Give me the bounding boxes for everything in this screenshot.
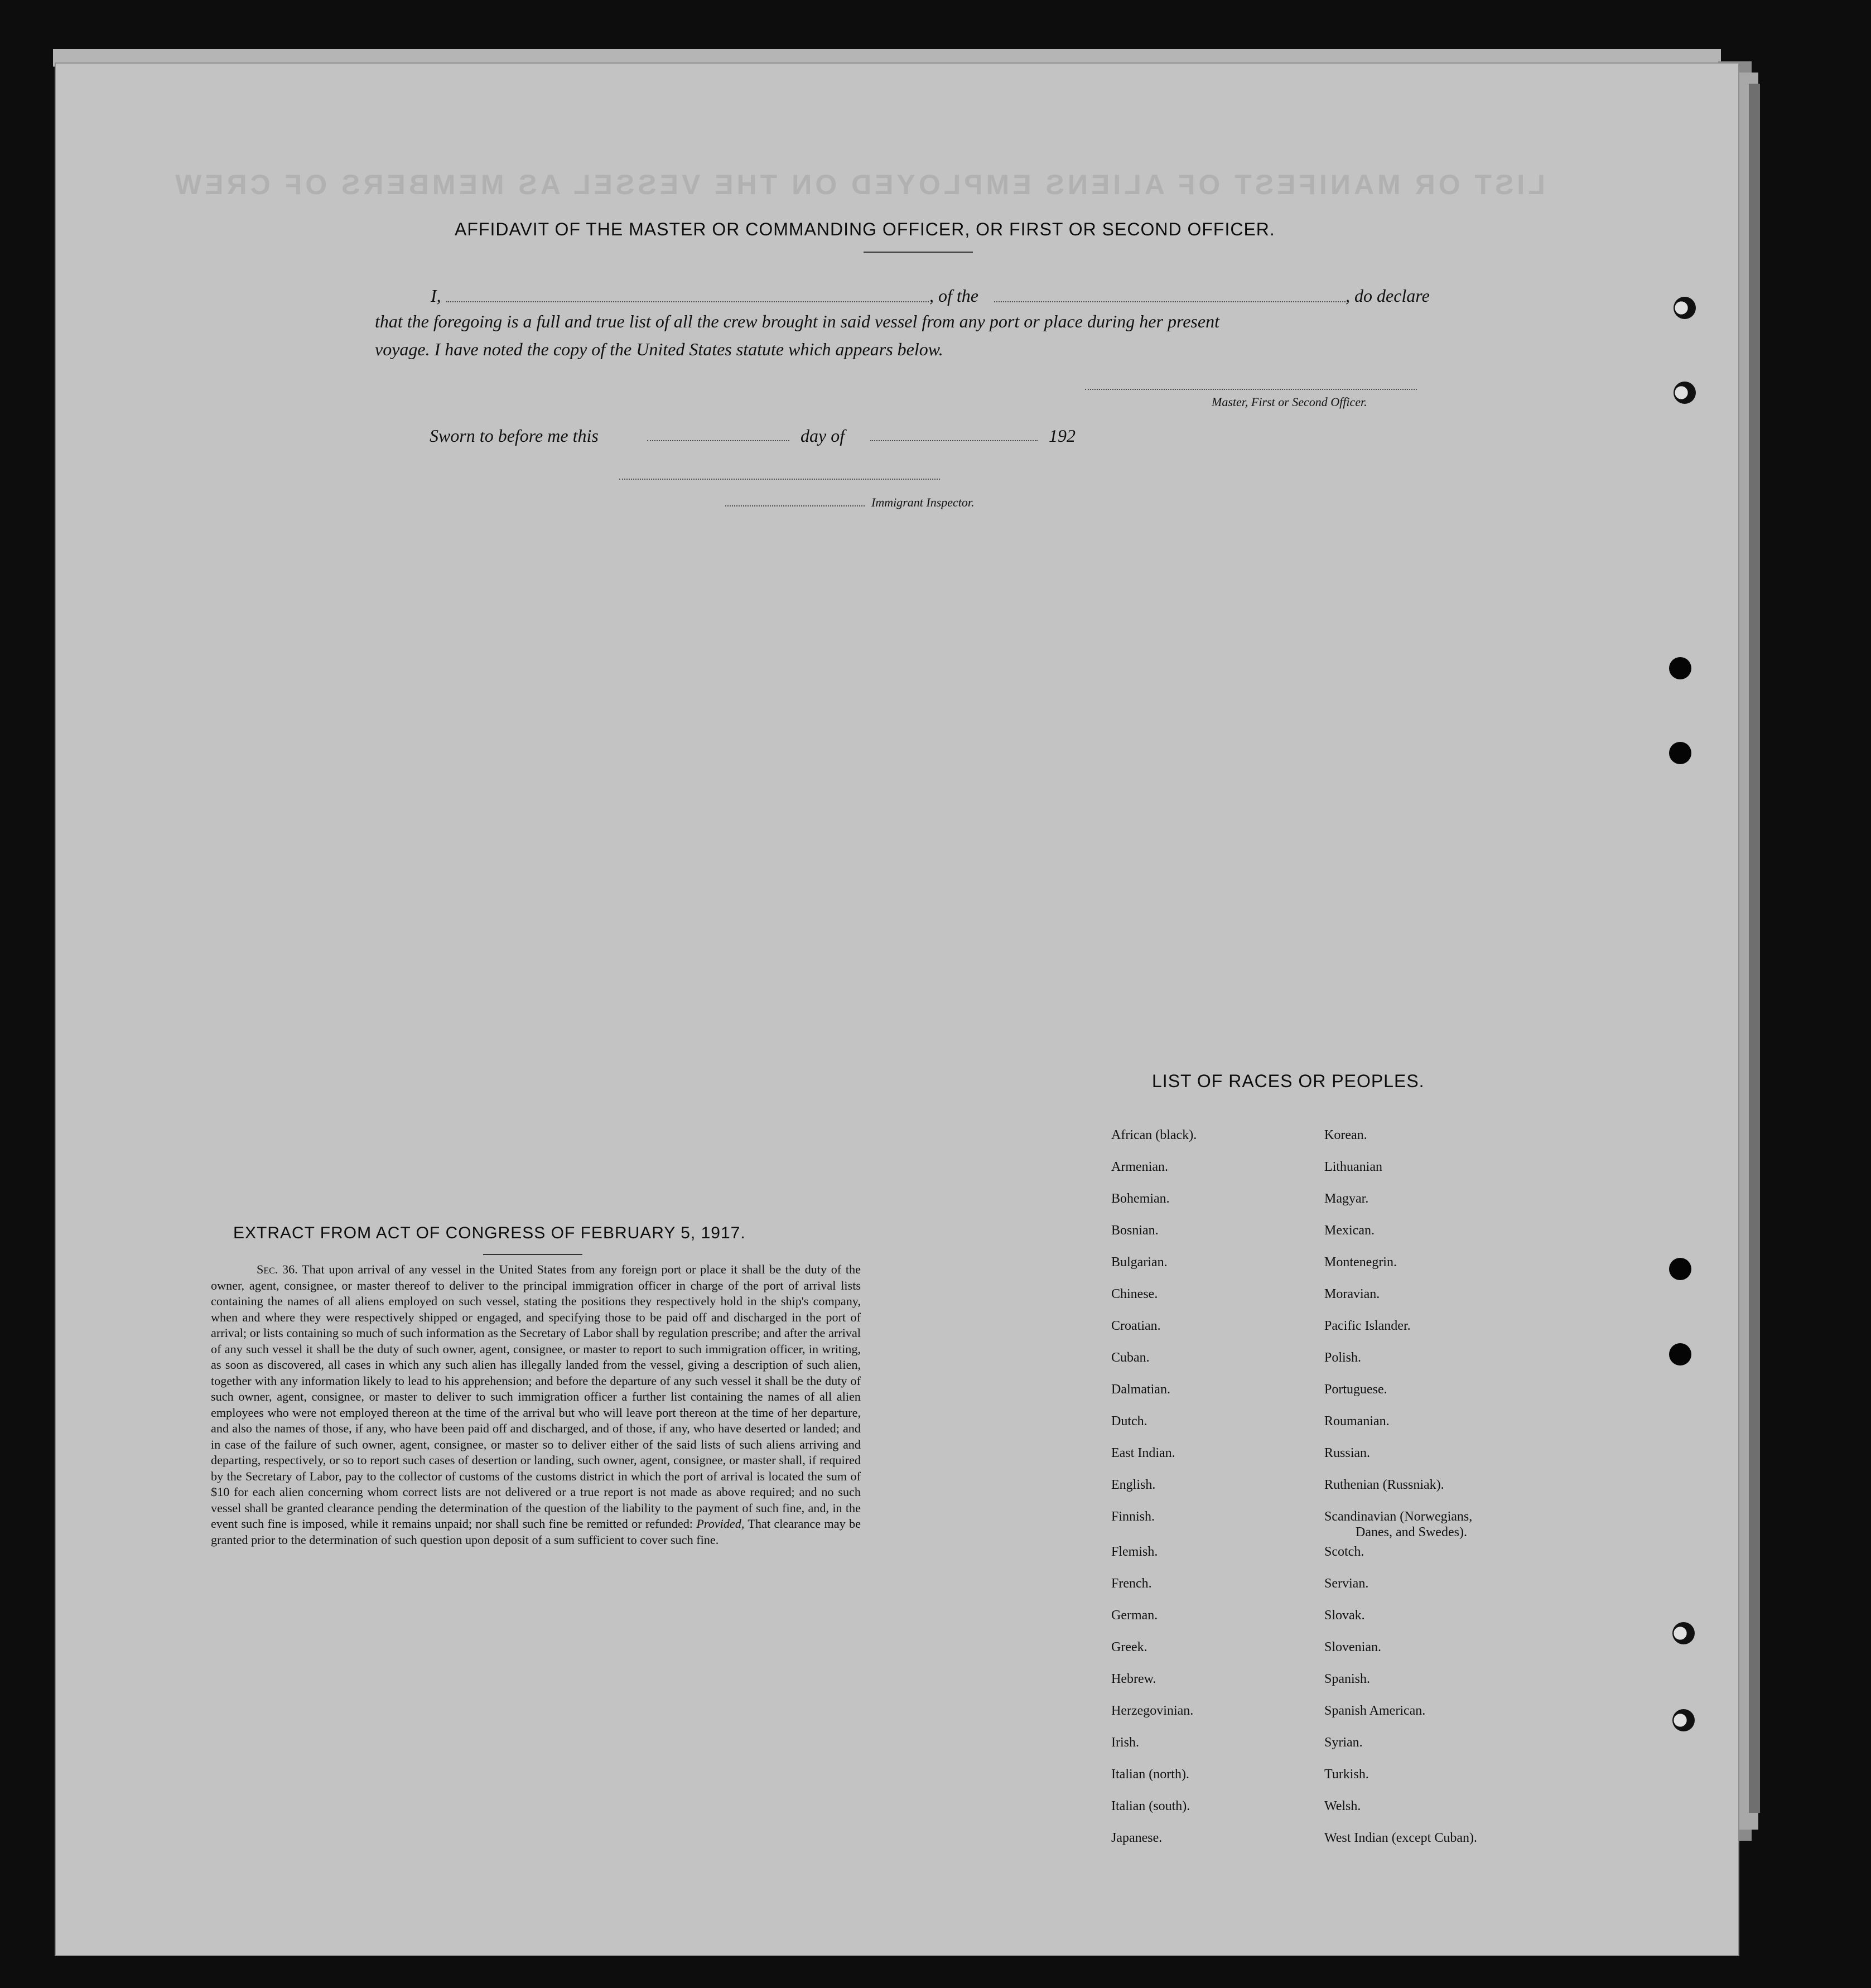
- race-item: Japanese.: [1111, 1831, 1163, 1845]
- race-item: Mexican.: [1324, 1223, 1375, 1238]
- race-item: Italian (south).: [1111, 1799, 1190, 1813]
- seal-line: [619, 479, 940, 480]
- punch-hole: [1669, 657, 1691, 679]
- affidavit-declare: , do declare: [1346, 286, 1430, 306]
- day-blank[interactable]: [647, 440, 789, 441]
- race-item: Bosnian.: [1111, 1223, 1159, 1238]
- race-item: English.: [1111, 1478, 1156, 1492]
- race-item: Greek.: [1111, 1640, 1147, 1654]
- race-item: Servian.: [1324, 1576, 1369, 1591]
- race-item: Slovenian.: [1324, 1640, 1381, 1654]
- race-item-continuation: Danes, and Swedes).: [1356, 1525, 1467, 1540]
- affidavit-line-2: that the foregoing is a full and true list of all the crew brought in said vessel from any port or place during her present: [375, 311, 1219, 331]
- affidavit-title: AFFIDAVIT OF THE MASTER OR COMMANDING OFFICER, OR FIRST OR SECOND OFFICER.: [455, 219, 1275, 239]
- race-item: Polish.: [1324, 1350, 1362, 1365]
- race-item: Welsh.: [1324, 1799, 1361, 1813]
- race-item: Herzegovinian.: [1111, 1704, 1194, 1718]
- race-item: Cuban.: [1111, 1350, 1150, 1365]
- affidavit-i: I,: [431, 286, 441, 306]
- race-item: Italian (north).: [1111, 1767, 1189, 1782]
- vessel-blank[interactable]: [994, 301, 1346, 302]
- race-item: Scotch.: [1324, 1545, 1364, 1559]
- race-item: Syrian.: [1324, 1735, 1363, 1750]
- race-item: Chinese.: [1111, 1287, 1158, 1301]
- race-item: Moravian.: [1324, 1287, 1380, 1301]
- section-number: Sec. 36.: [257, 1262, 298, 1276]
- race-item: German.: [1111, 1608, 1158, 1623]
- race-item: Ruthenian (Russniak).: [1324, 1478, 1444, 1492]
- punch-hole: [1672, 1622, 1695, 1644]
- race-item: Dalmatian.: [1111, 1382, 1170, 1397]
- race-item: Magyar.: [1324, 1191, 1369, 1206]
- race-item: Portuguese.: [1324, 1382, 1387, 1397]
- race-item: Croatian.: [1111, 1319, 1161, 1333]
- race-item: Roumanian.: [1324, 1414, 1390, 1429]
- race-item: Spanish.: [1324, 1672, 1371, 1686]
- race-item: West Indian (except Cuban).: [1324, 1831, 1477, 1845]
- month-blank[interactable]: [870, 440, 1038, 441]
- inspector-signature-blank[interactable]: [725, 505, 865, 506]
- races-title: LIST OF RACES OR PEOPLES.: [1152, 1071, 1425, 1091]
- title-underline: [864, 252, 973, 253]
- race-item: East Indian.: [1111, 1446, 1175, 1460]
- race-item: Bulgarian.: [1111, 1255, 1168, 1270]
- race-item: Turkish.: [1324, 1767, 1369, 1782]
- race-item: Finnish.: [1111, 1509, 1155, 1524]
- punch-hole: [1674, 382, 1696, 404]
- extract-text-end: That clearance may be granted prior to the determination of such question upon deposit of a sum sufficient to cover such fine.: [211, 1517, 861, 1547]
- sworn-label: Sworn to before me this: [430, 426, 599, 446]
- race-item: Montenegrin.: [1324, 1255, 1397, 1270]
- page-stack-edge: [1749, 84, 1760, 1813]
- race-item: Bohemian.: [1111, 1191, 1170, 1206]
- race-item: Hebrew.: [1111, 1672, 1156, 1686]
- race-item: Lithuanian: [1324, 1160, 1382, 1174]
- race-item: Korean.: [1324, 1128, 1367, 1142]
- punch-hole: [1669, 1258, 1691, 1280]
- punch-hole: [1674, 297, 1696, 319]
- affidavit-line-3: voyage. I have noted the copy of the United States statute which appears below.: [375, 339, 943, 359]
- name-blank[interactable]: [446, 301, 929, 302]
- affidavit-of-the: , of the: [929, 286, 978, 306]
- year-label: 192: [1049, 426, 1076, 446]
- race-item: Armenian.: [1111, 1160, 1168, 1174]
- race-item: Slovak.: [1324, 1608, 1365, 1623]
- race-item: Dutch.: [1111, 1414, 1147, 1429]
- provided-word: Provided,: [696, 1517, 745, 1531]
- race-item: Irish.: [1111, 1735, 1139, 1750]
- punch-hole: [1672, 1709, 1695, 1731]
- punch-hole: [1669, 1343, 1691, 1365]
- race-item: Pacific Islander.: [1324, 1319, 1411, 1333]
- race-item: French.: [1111, 1576, 1152, 1591]
- race-item: Russian.: [1324, 1446, 1371, 1460]
- day-of-label: day of: [801, 426, 845, 446]
- inspector-label: Immigrant Inspector.: [871, 495, 975, 509]
- extract-title: EXTRACT FROM ACT OF CONGRESS OF FEBRUARY 5, 1917.: [233, 1224, 746, 1242]
- race-item: Scandinavian (Norwegians,: [1324, 1509, 1473, 1524]
- race-item: Spanish American.: [1324, 1704, 1426, 1718]
- master-label: Master, First or Second Officer.: [1212, 395, 1367, 409]
- bleed-through-header: LIST OR MANIFEST OF ALIENS EMPLOYED ON THE VESSEL AS MEMBERS OF CREW: [172, 169, 1545, 200]
- race-item: Flemish.: [1111, 1545, 1158, 1559]
- extract-body: [211, 1262, 861, 1548]
- master-signature-blank[interactable]: [1085, 389, 1417, 390]
- extract-underline: [483, 1254, 582, 1255]
- punch-hole: [1669, 742, 1691, 764]
- extract-text: That upon arrival of any vessel in the United States from any foreign port or place it shall be the duty of the owner, agent, consignee, or master thereof to deliver to the principal immigration officer in charge of the port of arrival lists containing the names of all aliens employed on such vessel, stating the positions they respectively hold in the ship's company, when and where they were respectively shipped or engaged, and specifying those to be paid off and discharged in the port of arrival; or lists containing so much of such information as the Secretary of Labor shall by regulation prescribe; and after the arrival of any such vessel it shall be the duty of such owner, agent, consignee, or master to report to such immigration officer, in writing, as soon as discovered, all cases in which any such alien has illegally landed from the vessel, giving a description of such alien, together with any information likely to lead to his apprehension; and before the departure of any such vessel it shall be the duty of such owner, agent, consignee, or master to deliver to such immigration officer a further list containing the names of all alien employees who were not employed thereon at the time of the arrival but who will leave port thereon at the time of her departure, and also the names of those, if any, who have been paid off and discharged, and of those, if any, who have deserted or landed; and in case of the failure of such owner, agent, consignee, or master so to deliver either of the said lists of such aliens arriving and departing, respectively, or so to report such cases of desertion or landing, such owner, agent, consignee, or master shall, if required by the Secretary of Labor, pay to the collector of customs of the customs district in which the port of arrival is located the sum of $10 for each alien concerning whom correct lists are not delivered or a true report is not made as above required; and no such vessel shall be granted clearance pending the determination of the question of the liability to the payment of such fine, and, in the event such fine is imposed, while it remains unpaid; nor shall such fine be remitted or refunded:: [211, 1262, 861, 1531]
- race-item: African (black).: [1111, 1128, 1197, 1142]
